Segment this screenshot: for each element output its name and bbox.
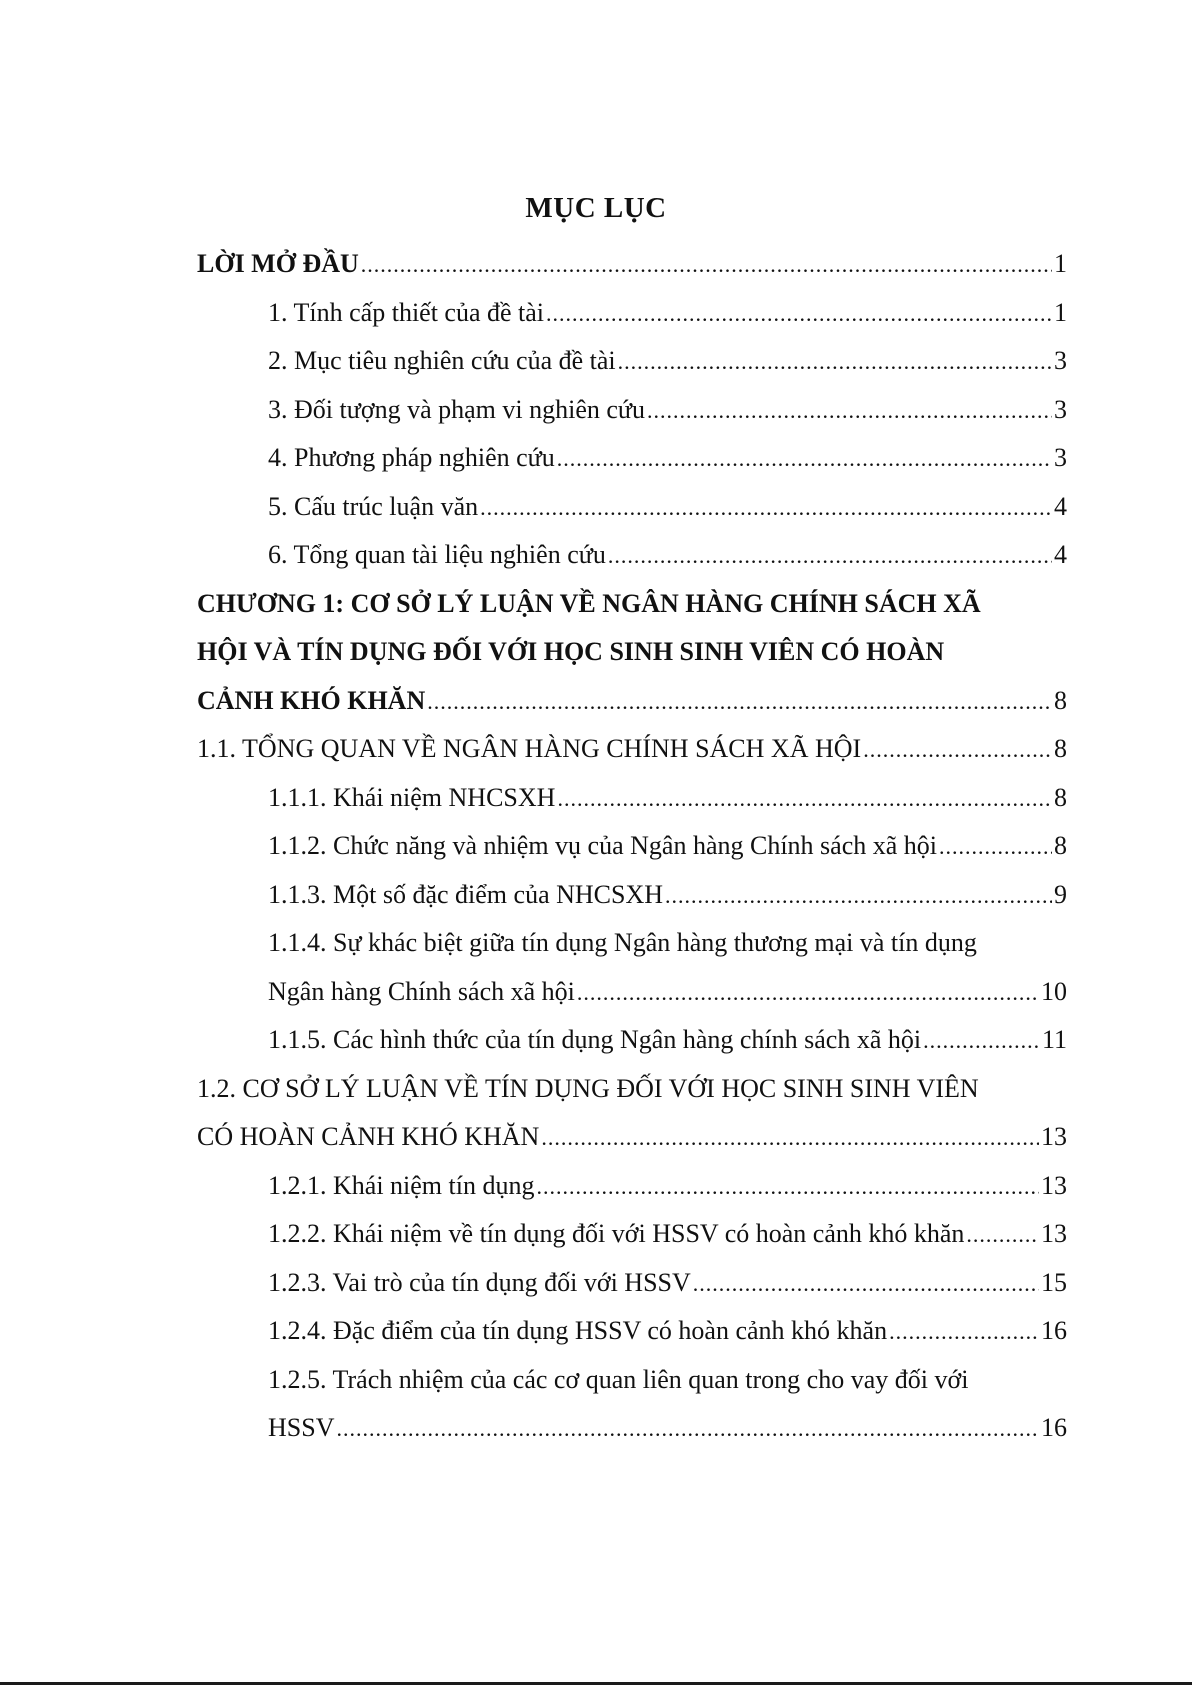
toc-entry-text: 1.2.4. Đặc điểm của tín dụng HSSV có hoàn cảnh khó khăn	[268, 1316, 888, 1345]
toc-entry-last-line	[197, 1404, 1067, 1453]
toc-entry-1-1[interactable]	[197, 725, 1067, 774]
toc-entry-page: 3	[1054, 443, 1067, 472]
toc-entry-page: 8	[1054, 782, 1067, 812]
toc-entry-1-1-1[interactable]	[197, 774, 1067, 823]
dot-leader	[536, 1163, 1039, 1211]
dot-leader	[577, 969, 1039, 1017]
toc-entry-page: 3	[1054, 346, 1067, 375]
toc-entry-6[interactable]	[197, 531, 1067, 580]
toc-entry-page: 13	[1041, 1219, 1067, 1248]
toc-entry-text: 1.2.1. Khái niệm tín dụng	[268, 1170, 535, 1200]
toc-entry-chapter-1[interactable]	[197, 580, 1067, 726]
toc-entry-text: CẢNH KHÓ KHĂN	[197, 685, 426, 715]
toc-entry-text: 1.1.2. Chức năng và nhiệm vụ của Ngân hàng Chính sách xã hội	[268, 831, 938, 860]
toc-entry-page: 9	[1054, 879, 1067, 909]
toc-entry-text: 1.1.1. Khái niệm NHCSXH	[268, 782, 556, 812]
dot-leader	[863, 726, 1052, 774]
toc-entry-page: 1	[1054, 297, 1067, 327]
toc-entry-page: 13	[1041, 1122, 1067, 1151]
toc-entry-page: 10	[1041, 976, 1067, 1006]
toc-entry-text-line: 1.1.4. Sự khác biệt giữa tín dụng Ngân hàng thương mại và tín dụng	[268, 928, 977, 957]
toc-entry-text: 3. Đối tượng và phạm vi nghiên cứu	[268, 394, 645, 424]
toc-entry-text: 1.1. TỔNG QUAN VỀ NGÂN HÀNG CHÍNH SÁCH XÃ HỘI	[197, 734, 862, 763]
toc-entry-introduction[interactable]	[197, 240, 1067, 289]
toc-entry-page: 1	[1054, 249, 1067, 278]
dot-leader	[546, 290, 1052, 338]
toc-entry-text: 1.2.3. Vai trò của tín dụng đối với HSSV	[268, 1267, 691, 1297]
dot-leader	[889, 1308, 1039, 1356]
toc-entry-text: 1. Tính cấp thiết của đề tài	[268, 297, 545, 327]
toc-entry-1-1-5[interactable]	[197, 1016, 1067, 1065]
toc-entry-text: LỜI MỞ ĐẦU	[197, 249, 359, 278]
toc-entry-1-1-3[interactable]	[197, 871, 1067, 920]
toc-entry-page: 11	[1041, 1025, 1067, 1054]
toc-entry-page: 16	[1041, 1316, 1067, 1345]
toc-entry-5[interactable]	[197, 483, 1067, 532]
toc-entry-page: 13	[1041, 1170, 1067, 1200]
dot-leader	[693, 1260, 1039, 1308]
dot-leader	[939, 823, 1052, 871]
toc-entry-text: 2. Mục tiêu nghiên cứu của đề tài	[268, 346, 616, 375]
toc-entry-3[interactable]	[197, 386, 1067, 435]
toc-entry-text: 1.1.3. Một số đặc điểm của NHCSXH	[268, 879, 664, 909]
toc-entry-2[interactable]	[197, 337, 1067, 386]
toc-entry-text: 1.2.2. Khái niệm về tín dụng đối với HSSV có hoàn cảnh khó khăn	[268, 1219, 965, 1248]
toc-entry-text: 5. Cấu trúc luận văn	[268, 491, 479, 521]
dot-leader	[557, 775, 1052, 823]
toc-entry-text: 4. Phương pháp nghiên cứu	[268, 443, 555, 472]
toc-entry-text-line: CHƯƠNG 1: CƠ SỞ LÝ LUẬN VỀ NGÂN HÀNG CHÍNH SÁCH XÃ	[197, 588, 981, 618]
toc-entry-1-2-4[interactable]	[197, 1307, 1067, 1356]
toc-entry-page: 3	[1054, 394, 1067, 424]
dot-leader	[966, 1211, 1039, 1259]
dot-leader	[336, 1405, 1039, 1453]
toc-entry-text-line: 1.2.5. Trách nhiệm của các cơ quan liên quan trong cho vay đối với	[268, 1364, 969, 1394]
toc-entry-1-2-2[interactable]	[197, 1210, 1067, 1259]
toc-entry-1-1-4[interactable]	[197, 919, 1067, 1016]
toc-entry-text: HSSV	[268, 1413, 335, 1442]
toc-entry-1-2[interactable]	[197, 1065, 1067, 1162]
table-of-contents	[197, 240, 1067, 1453]
dot-leader	[557, 435, 1052, 483]
toc-entry-text-line: HỘI VÀ TÍN DỤNG ĐỐI VỚI HỌC SINH SINH VIÊN CÓ HOÀN	[197, 637, 945, 666]
dot-leader	[923, 1017, 1040, 1065]
toc-entry-text: Ngân hàng Chính sách xã hội	[268, 976, 575, 1006]
toc-entry-1-1-2[interactable]	[197, 822, 1067, 871]
toc-entry-1-2-1[interactable]	[197, 1162, 1067, 1211]
toc-entry-page: 8	[1054, 685, 1067, 715]
toc-entry-last-line	[197, 677, 1067, 726]
toc-entry-page: 4	[1054, 491, 1067, 521]
toc-entry-1-2-3[interactable]	[197, 1259, 1067, 1308]
dot-leader	[361, 241, 1052, 289]
toc-entry-last-line	[197, 968, 1067, 1017]
dot-leader	[427, 678, 1052, 726]
toc-entry-text: 6. Tổng quan tài liệu nghiên cứu	[268, 540, 606, 569]
toc-entry-last-line	[197, 1113, 1067, 1162]
dot-leader	[541, 1114, 1039, 1162]
toc-entry-text: 1.1.5. Các hình thức của tín dụng Ngân hàng chính sách xã hội	[268, 1025, 922, 1054]
toc-title: MỤC LỤC	[525, 192, 667, 224]
toc-entry-1-2-5[interactable]	[197, 1356, 1067, 1453]
toc-entry-4[interactable]	[197, 434, 1067, 483]
toc-entry-page: 15	[1041, 1267, 1067, 1297]
dot-leader	[665, 872, 1052, 920]
dot-leader	[618, 338, 1052, 386]
dot-leader	[608, 532, 1052, 580]
dot-leader	[480, 484, 1052, 532]
toc-entry-text: CÓ HOÀN CẢNH KHÓ KHĂN	[197, 1122, 540, 1151]
toc-entry-1[interactable]	[197, 289, 1067, 338]
toc-entry-text-line: 1.2. CƠ SỞ LÝ LUẬN VỀ TÍN DỤNG ĐỐI VỚI HỌC SINH SINH VIÊN	[197, 1073, 979, 1103]
toc-entry-page: 8	[1054, 734, 1067, 763]
toc-entry-page: 16	[1041, 1413, 1067, 1442]
toc-entry-page: 4	[1054, 540, 1067, 569]
toc-entry-page: 8	[1054, 831, 1067, 860]
dot-leader	[647, 387, 1052, 435]
